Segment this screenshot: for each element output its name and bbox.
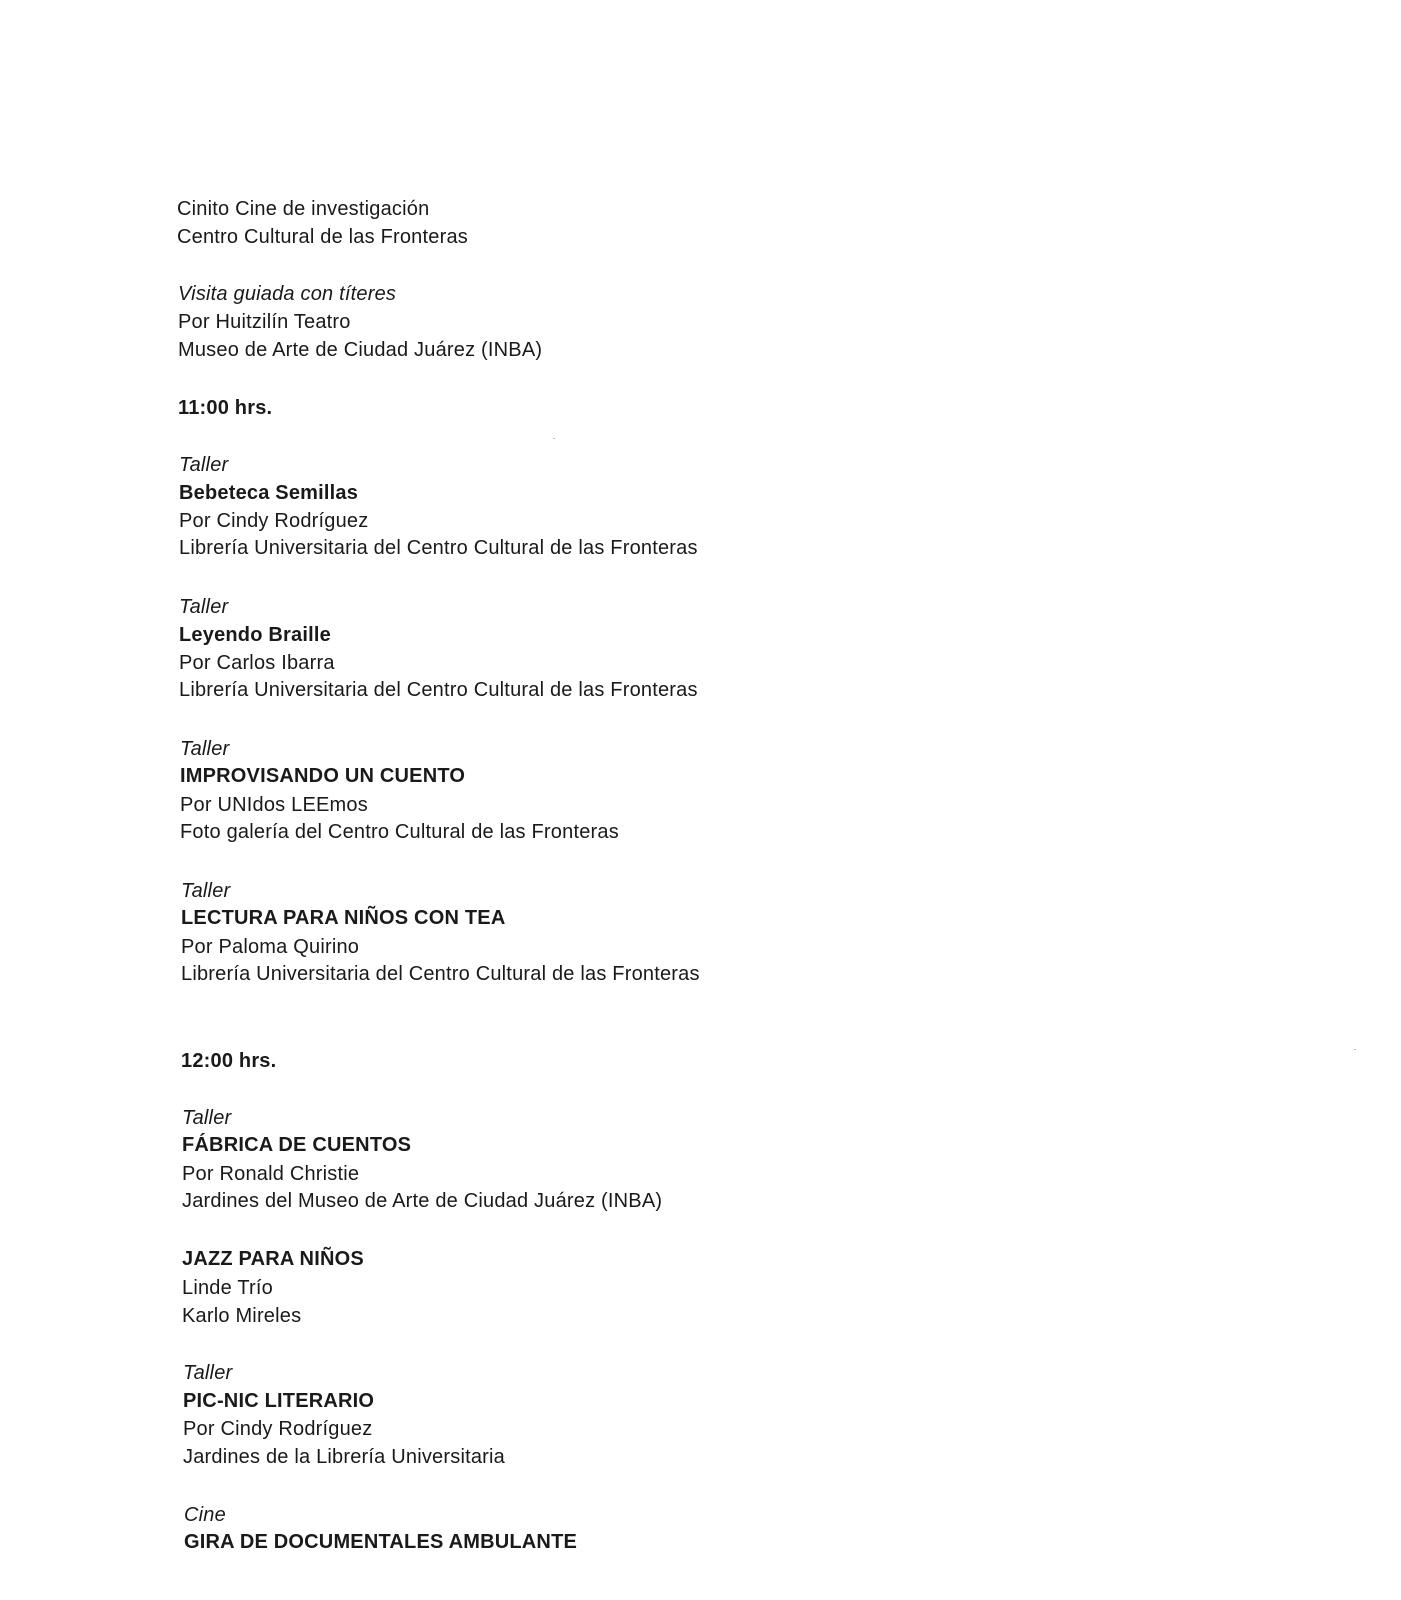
- event-title: JAZZ PARA NIÑOS: [182, 1248, 364, 1270]
- event-venue: Jardines de la Librería Universitaria: [183, 1446, 505, 1468]
- event-presenter: Por Huitzilín Teatro: [178, 311, 351, 333]
- event-category: Cine: [184, 1504, 226, 1526]
- event-venue: Librería Universitaria del Centro Cultural de las Fronteras: [179, 679, 698, 701]
- event-venue: Foto galería del Centro Cultural de las Fronteras: [180, 821, 619, 843]
- event-venue: Museo de Arte de Ciudad Juárez (INBA): [178, 339, 543, 361]
- event-presenter: Por Paloma Quirino: [181, 936, 360, 958]
- event-title-visita-guiada: Visita guiada con títeres: [178, 283, 397, 305]
- event-title-cinito: Cinito Cine de investigación: [177, 198, 430, 220]
- event-title: Leyendo Braille: [179, 624, 331, 646]
- event-title: Bebeteca Semillas: [179, 482, 359, 504]
- event-category: Taller: [180, 738, 230, 760]
- time-heading-1200: 12:00 hrs.: [181, 1050, 277, 1072]
- event-category: Taller: [181, 880, 231, 902]
- event-presenter: Por Cindy Rodríguez: [179, 510, 369, 532]
- event-title: GIRA DE DOCUMENTALES AMBULANTE: [184, 1531, 578, 1553]
- event-venue: Jardines del Museo de Arte de Ciudad Juárez (INBA): [182, 1190, 663, 1212]
- event-venue: Librería Universitaria del Centro Cultural de las Fronteras: [181, 963, 700, 985]
- event-title: IMPROVISANDO UN CUENTO: [180, 765, 466, 787]
- time-heading-1100: 11:00 hrs.: [178, 397, 273, 419]
- event-category: Taller: [183, 1362, 233, 1384]
- event-category: Taller: [179, 454, 229, 476]
- event-presenter: Por Carlos Ibarra: [179, 652, 335, 674]
- event-category: Taller: [182, 1107, 232, 1129]
- event-category: Taller: [179, 596, 229, 618]
- event-venue: Librería Universitaria del Centro Cultural de las Fronteras: [179, 537, 698, 559]
- event-presenter: Linde Trío: [182, 1277, 273, 1299]
- scan-speck: [553, 438, 555, 439]
- event-venue: Centro Cultural de las Fronteras: [177, 226, 468, 248]
- event-presenter: Por Ronald Christie: [182, 1163, 360, 1185]
- event-presenter: Karlo Mireles: [182, 1305, 302, 1327]
- event-title: FÁBRICA DE CUENTOS: [182, 1134, 412, 1156]
- event-presenter: Por UNIdos LEEmos: [180, 794, 368, 816]
- event-title: PIC-NIC LITERARIO: [183, 1390, 375, 1412]
- scan-speck: [1354, 1049, 1356, 1050]
- event-title: LECTURA PARA NIÑOS CON TEA: [181, 907, 506, 929]
- event-presenter: Por Cindy Rodríguez: [183, 1418, 373, 1440]
